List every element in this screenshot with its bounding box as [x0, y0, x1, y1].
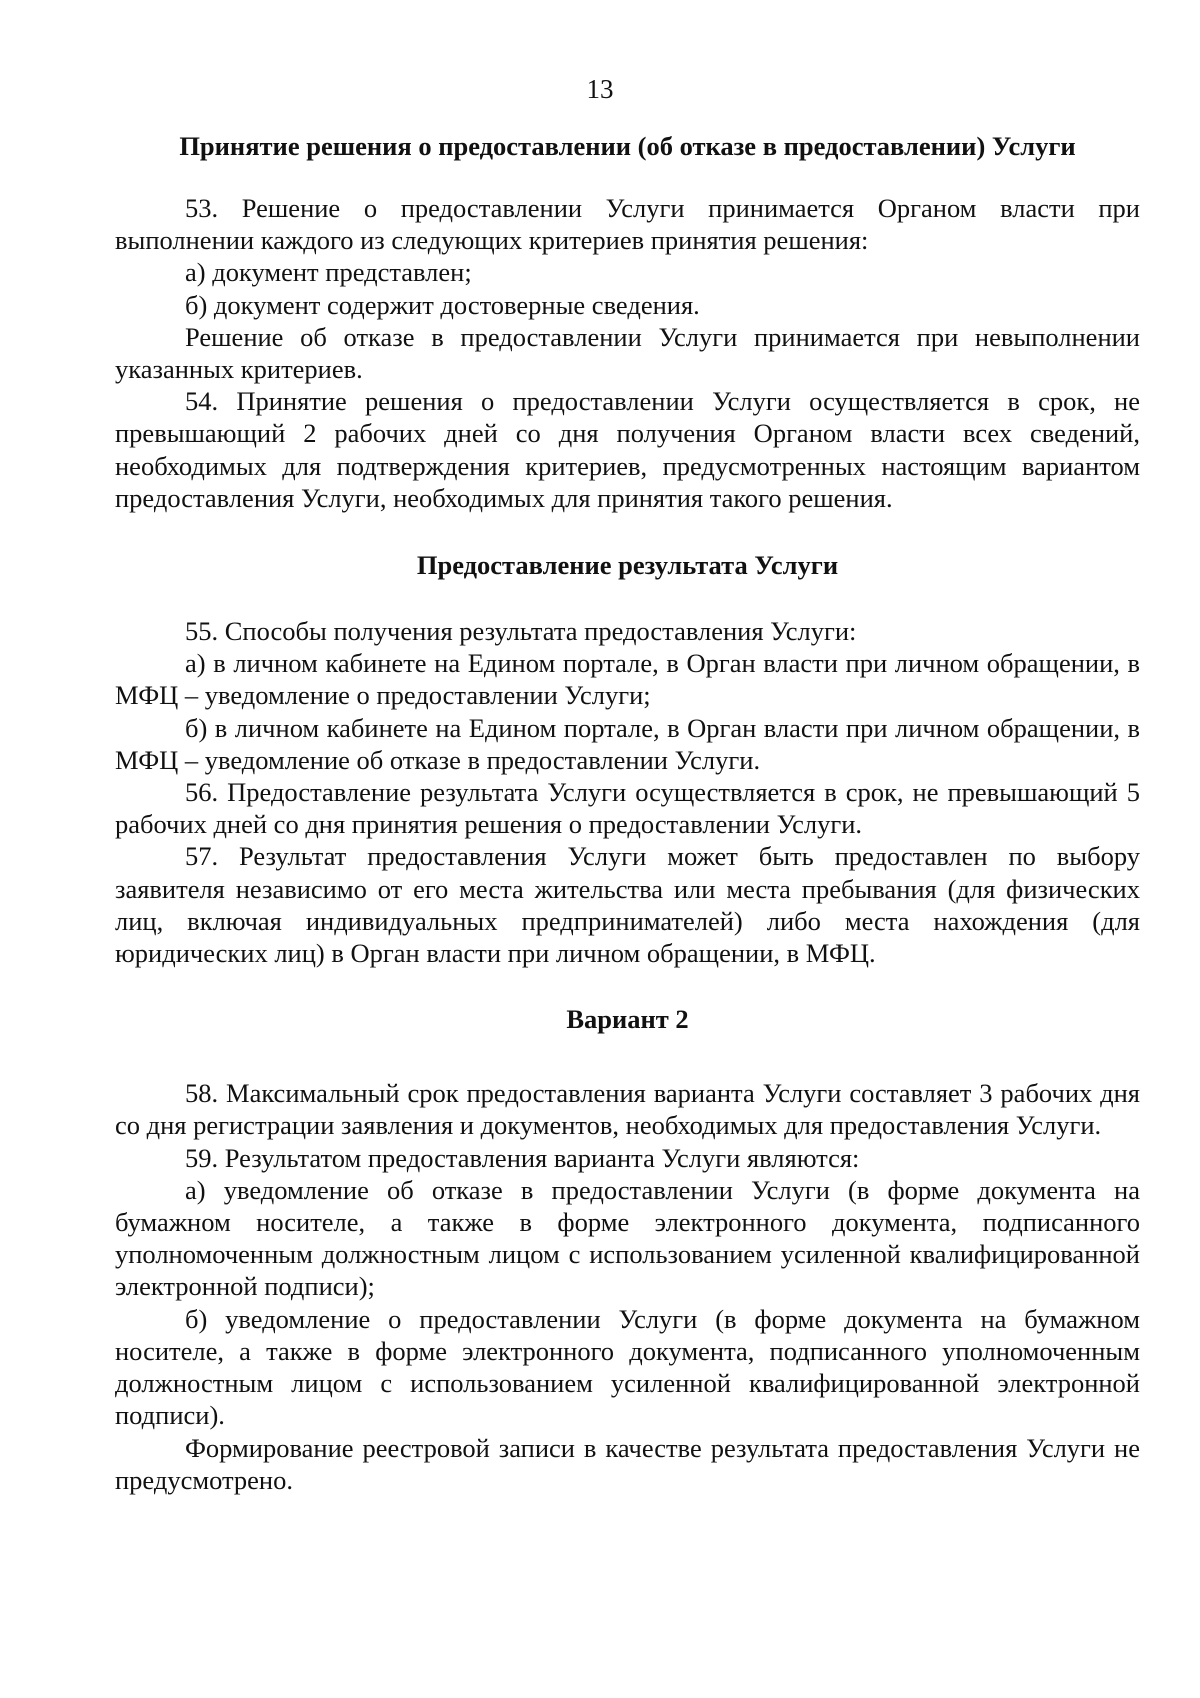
paragraph: б) уведомление о предоставлении Услуги (в форме документа на бумажном носителе, а также в форме электронного документа, подписанного уполномоченным должностным лицом с использованием усиленной квалифицированной электронной подписи). [115, 1303, 1140, 1431]
paragraph: а) в личном кабинете на Едином портале, в Орган власти при личном обращении, в МФЦ – уведомление о предоставлении Услуги; [115, 648, 1140, 711]
section-decision [115, 130, 1140, 514]
section-result [115, 549, 1140, 969]
section-heading: Принятие решения о предоставлении (об отказе в предоставлении) Услуги [179, 131, 1076, 161]
page-number: 13 [586, 74, 614, 104]
section-heading: Вариант 2 [566, 1004, 689, 1035]
section-heading: Предоставление результата Услуги [416, 550, 839, 581]
paragraph: а) документ представлен; [185, 257, 472, 288]
paragraph: 55. Способы получения результата предоставления Услуги: [185, 616, 857, 647]
paragraph: Решение об отказе в предоставлении Услуги принимается при невыполнении указанных критериев. [115, 321, 1140, 385]
document-body [115, 130, 1140, 1496]
paragraph: 58. Максимальный срок предоставления варианта Услуги составляет 3 рабочих дня со дня регистрации заявления и документов, необходимых для предоставления Услуги. [115, 1078, 1140, 1141]
paragraph: 56. Предоставление результата Услуги осуществляется в срок, не превышающий 5 рабочих дней со дня принятия решения о предоставлении Услуги. [115, 777, 1140, 840]
paragraph: б) в личном кабинете на Едином портале, в Орган власти при личном обращении, в МФЦ – уведомление об отказе в предоставлении Услуги. [115, 712, 1140, 775]
paragraph: б) документ содержит достоверные сведения. [185, 289, 700, 320]
paragraph: 59. Результатом предоставления варианта Услуги являются: [185, 1142, 860, 1173]
paragraph: 57. Результат предоставления Услуги может быть предоставлен по выбору заявителя независимо от его места жительства или места пребывания (для физических лиц, включая индивидуальных предпринимателей) либо места нахождения (для юридических лиц) в Орган власти при личном обращении, в МФЦ. [115, 841, 1140, 969]
paragraph: 54. Принятие решения о предоставлении Услуги осуществляется в срок, не превышающий 2 рабочих дней со дня получения Органом власти всех сведений, необходимых для подтверждения критериев, предусмотренных настоящим вариантом предоставления Услуги, необходимых для принятия такого решения. [115, 386, 1140, 513]
paragraph: а) уведомление об отказе в предоставлении Услуги (в форме документа на бумажном носителе, а также в форме электронного документа, подписанного уполномоченным должностным лицом с использованием усиленной квалифицированной электронной подписи); [115, 1174, 1140, 1302]
paragraph: Формирование реестровой записи в качестве результата предоставления Услуги не предусмотрено. [115, 1432, 1140, 1495]
paragraph: 53. Решение о предоставлении Услуги принимается Органом власти при выполнении каждого из следующих критериев принятия решения: [115, 193, 1140, 256]
section-variant-2 [115, 1003, 1140, 1496]
